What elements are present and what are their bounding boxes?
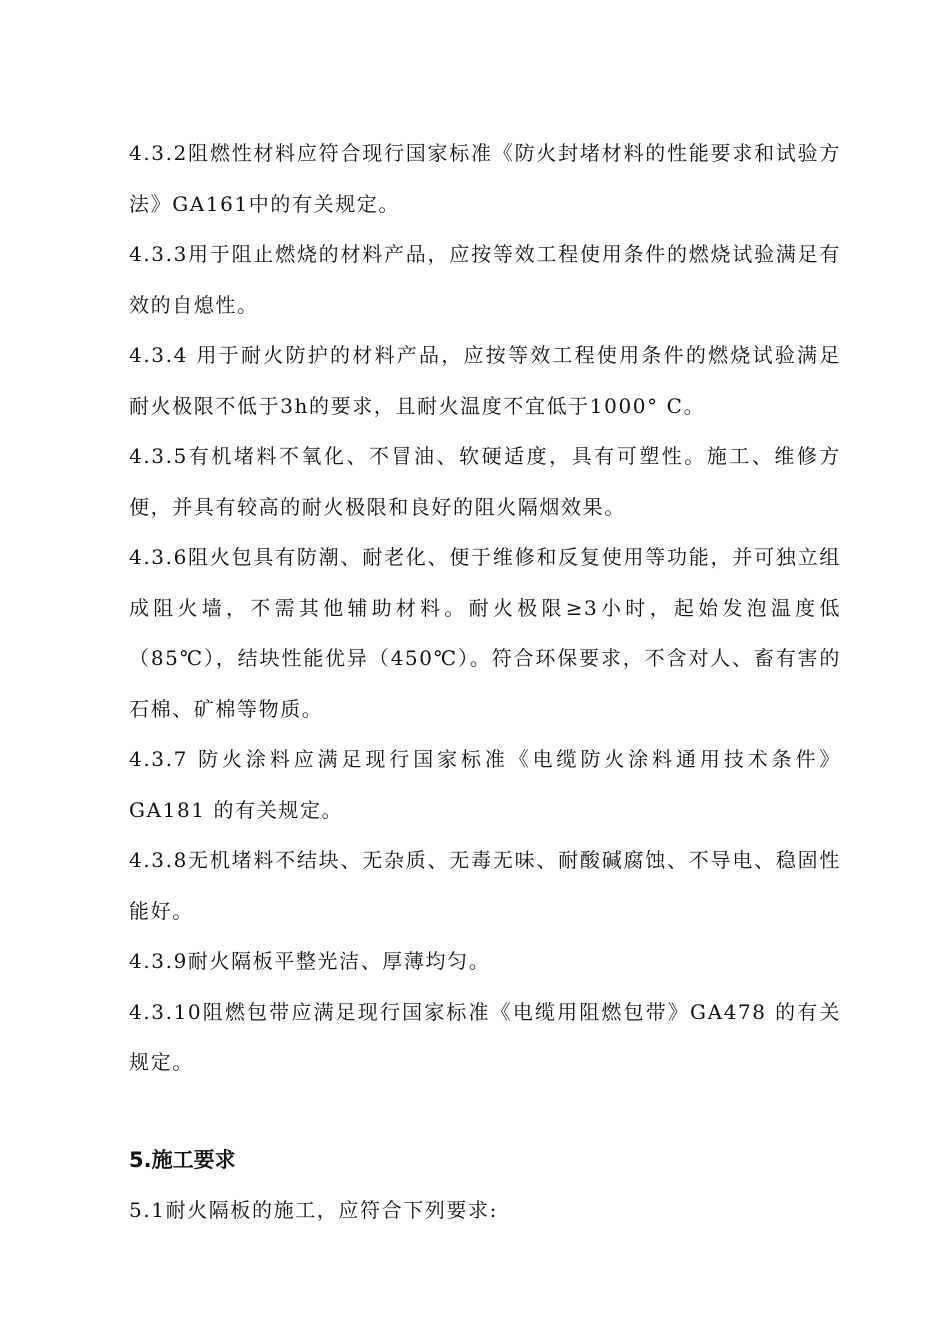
clause-4-3-6: 4.3.6阻火包具有防潮、耐老化、便于维修和反复使用等功能，并可独立组成阻火墙，不需其他辅助材料。耐火极限≥3小时，起始发泡温度低（85℃），结块性能优异（450℃）。符合环保要求，不含对人、畜有害的石棉、矿棉等物质。 xyxy=(129,545,841,721)
clause-4-3-3: 4.3.3用于阻止燃烧的材料产品，应按等效工程使用条件的燃烧试验满足有效的自熄性。 xyxy=(129,242,841,317)
clause-4-3-10: 4.3.10阻燃包带应满足现行国家标准《电缆用阻燃包带》GA478 的有关规定。 xyxy=(129,999,841,1074)
clause-4-3-7: 4.3.7 防火涂料应满足现行国家标准《电缆防火涂料通用技术条件》GA181 的有关规定。 xyxy=(129,747,841,822)
clause-5-1: 5.1耐火隔板的施工，应符合下列要求: xyxy=(129,1198,498,1222)
document-body xyxy=(129,128,841,1236)
clause-4-3-9: 4.3.9耐火隔板平整光洁、厚薄均匀。 xyxy=(129,949,491,973)
clause-4-3-5: 4.3.5有机堵料不氧化、不冒油、软硬适度，具有可塑性。施工、维修方便，并具有较高的耐火极限和良好的阻火隔烟效果。 xyxy=(129,444,841,519)
section-spacer xyxy=(129,1088,841,1135)
clause-4-3-8: 4.3.8无机堵料不结块、无杂质、无毒无味、耐酸碱腐蚀、不导电、稳固性能好。 xyxy=(129,848,841,923)
section-heading: 5.施工要求 xyxy=(129,1147,236,1172)
clause-4-3-2: 4.3.2阻燃性材料应符合现行国家标准《防火封堵材料的性能要求和试验方法》GA161中的有关规定。 xyxy=(129,141,841,216)
clause-4-3-4: 4.3.4 用于耐火防护的材料产品，应按等效工程使用条件的燃烧试验满足耐火极限不低于3h的要求，且耐火温度不宜低于1000° C。 xyxy=(129,343,841,418)
